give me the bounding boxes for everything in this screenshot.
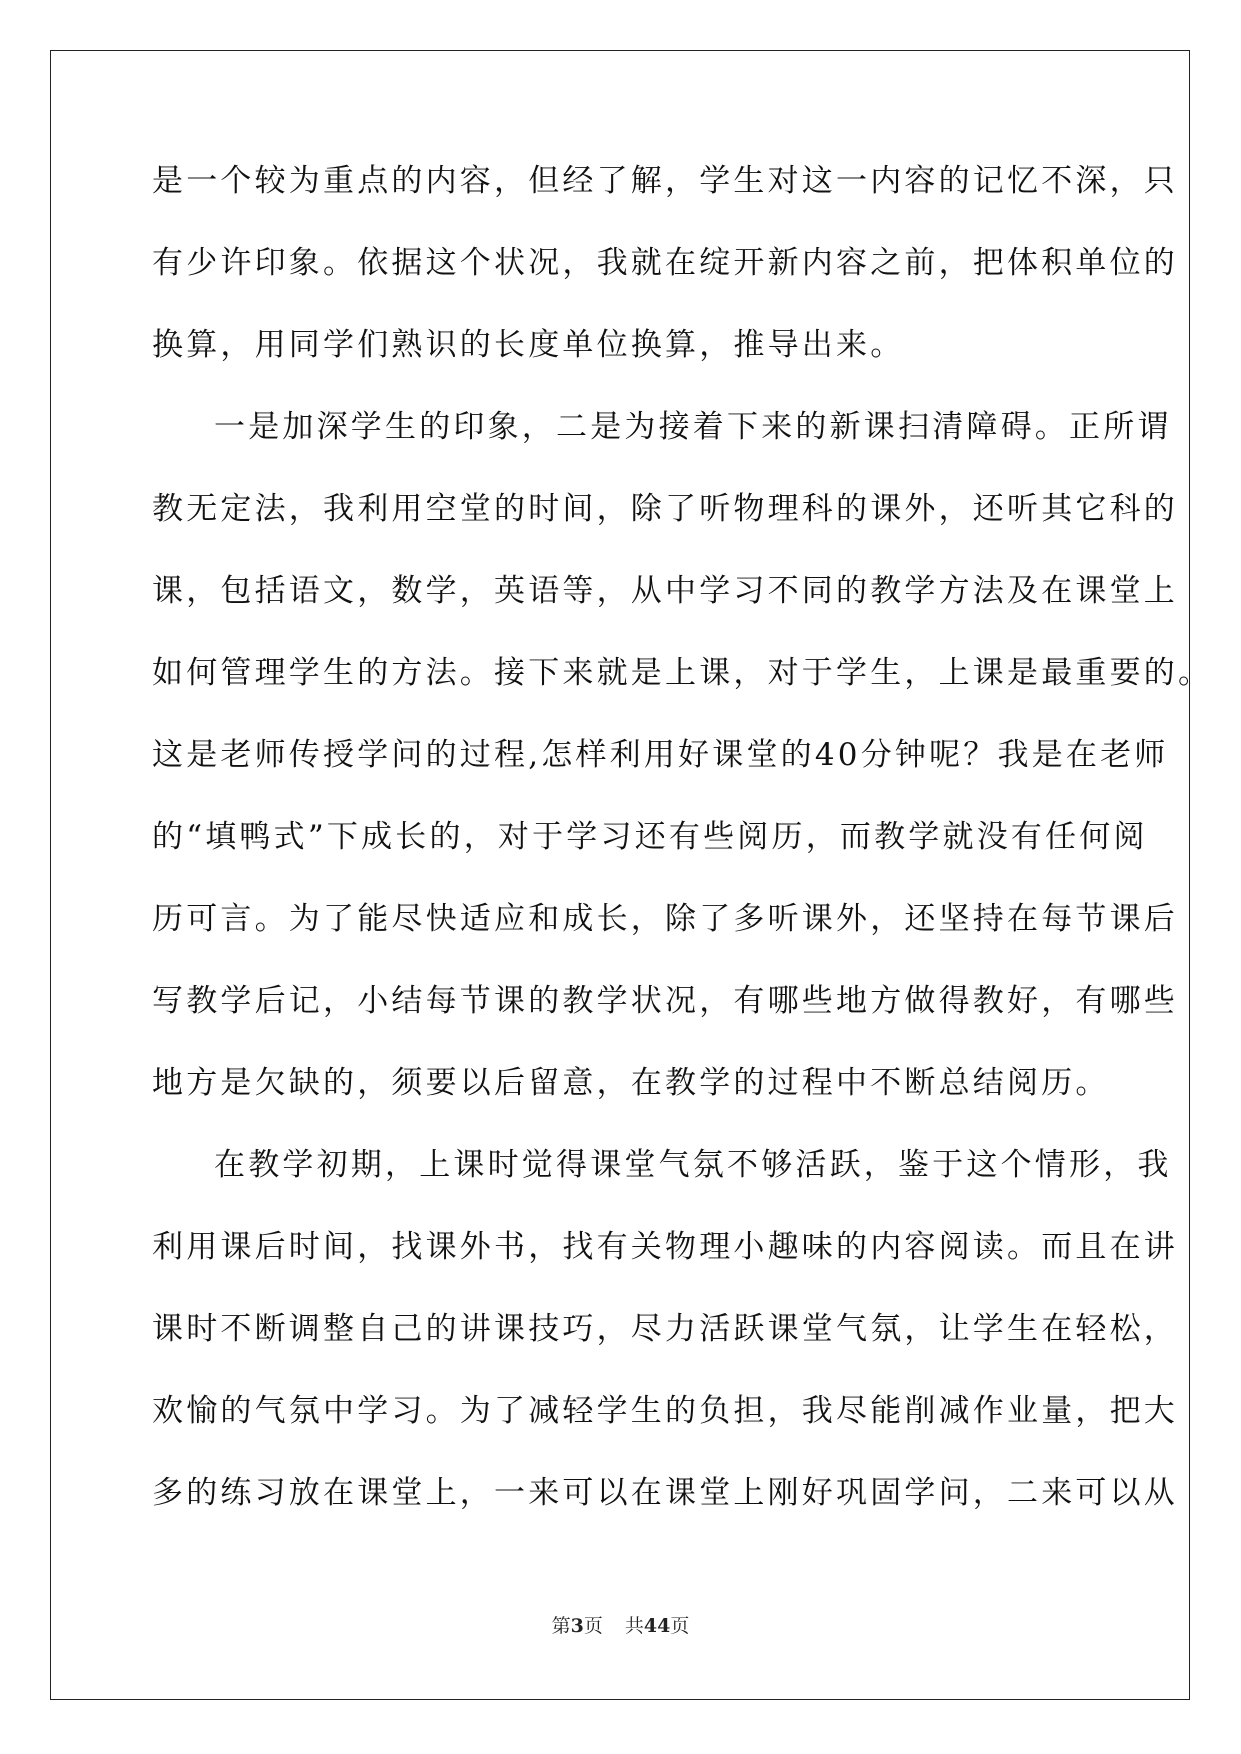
text-line: 利用课后时间，找课外书，找有关物理小趣味的内容阅读。而且在讲 — [152, 1229, 1178, 1265]
text-line: 课时不断调整自己的讲课技巧，尽力活跃课堂气氛，让学生在轻松， — [152, 1311, 1178, 1347]
footer-total-suffix: 页 — [670, 1615, 690, 1637]
text-line: 的“填鸭式”下成长的，对于学习还有些阅历，而教学就没有任何阅 — [152, 819, 1148, 855]
footer-total-prefix: 共 — [624, 1615, 644, 1637]
page-footer — [0, 1614, 1241, 1638]
text-line: 有少许印象。依据这个状况，我就在绽开新内容之前，把体积单位的 — [152, 245, 1178, 281]
footer-prefix: 第 — [551, 1615, 571, 1637]
text-line: 教无定法，我利用空堂的时间，除了听物理科的课外，还听其它科的 — [152, 491, 1178, 527]
paragraph-first-line: 在教学初期，上课时觉得课堂气氛不够活跃，鉴于这个情形，我 — [214, 1147, 1172, 1183]
text-line: 是一个较为重点的内容，但经了解，学生对这一内容的记忆不深，只 — [152, 163, 1178, 199]
total-pages: 44 — [643, 1615, 671, 1637]
text-line: 写教学后记，小结每节课的教学状况，有哪些地方做得教好，有哪些 — [152, 983, 1178, 1019]
text-line: 这是老师传授学问的过程,怎样利用好课堂的40分钟呢？我是在老师 — [152, 737, 1169, 773]
text-line: 欢愉的气氛中学习。为了减轻学生的负担，我尽能削减作业量，把大 — [152, 1393, 1178, 1429]
text-line: 多的练习放在课堂上，一来可以在课堂上刚好巩固学问，二来可以从 — [152, 1475, 1178, 1511]
text-line: 历可言。为了能尽快适应和成长，除了多听课外，还坚持在每节课后 — [152, 901, 1178, 937]
paragraph-first-line: 一是加深学生的印象，二是为接着下来的新课扫清障碍。正所谓 — [214, 409, 1172, 445]
page-number: 3 — [570, 1615, 584, 1637]
text-line: 如何管理学生的方法。接下来就是上课，对于学生，上课是最重要的。 — [152, 655, 1213, 691]
footer-page-suffix: 页 — [583, 1615, 603, 1637]
text-line: 地方是欠缺的，须要以后留意，在教学的过程中不断总结阅历。 — [152, 1065, 1110, 1101]
document-body — [152, 160, 1213, 1554]
text-line: 换算，用同学们熟识的长度单位换算，推导出来。 — [152, 327, 905, 363]
text-line: 课，包括语文，数学，英语等，从中学习不同的教学方法及在课堂上 — [152, 573, 1178, 609]
